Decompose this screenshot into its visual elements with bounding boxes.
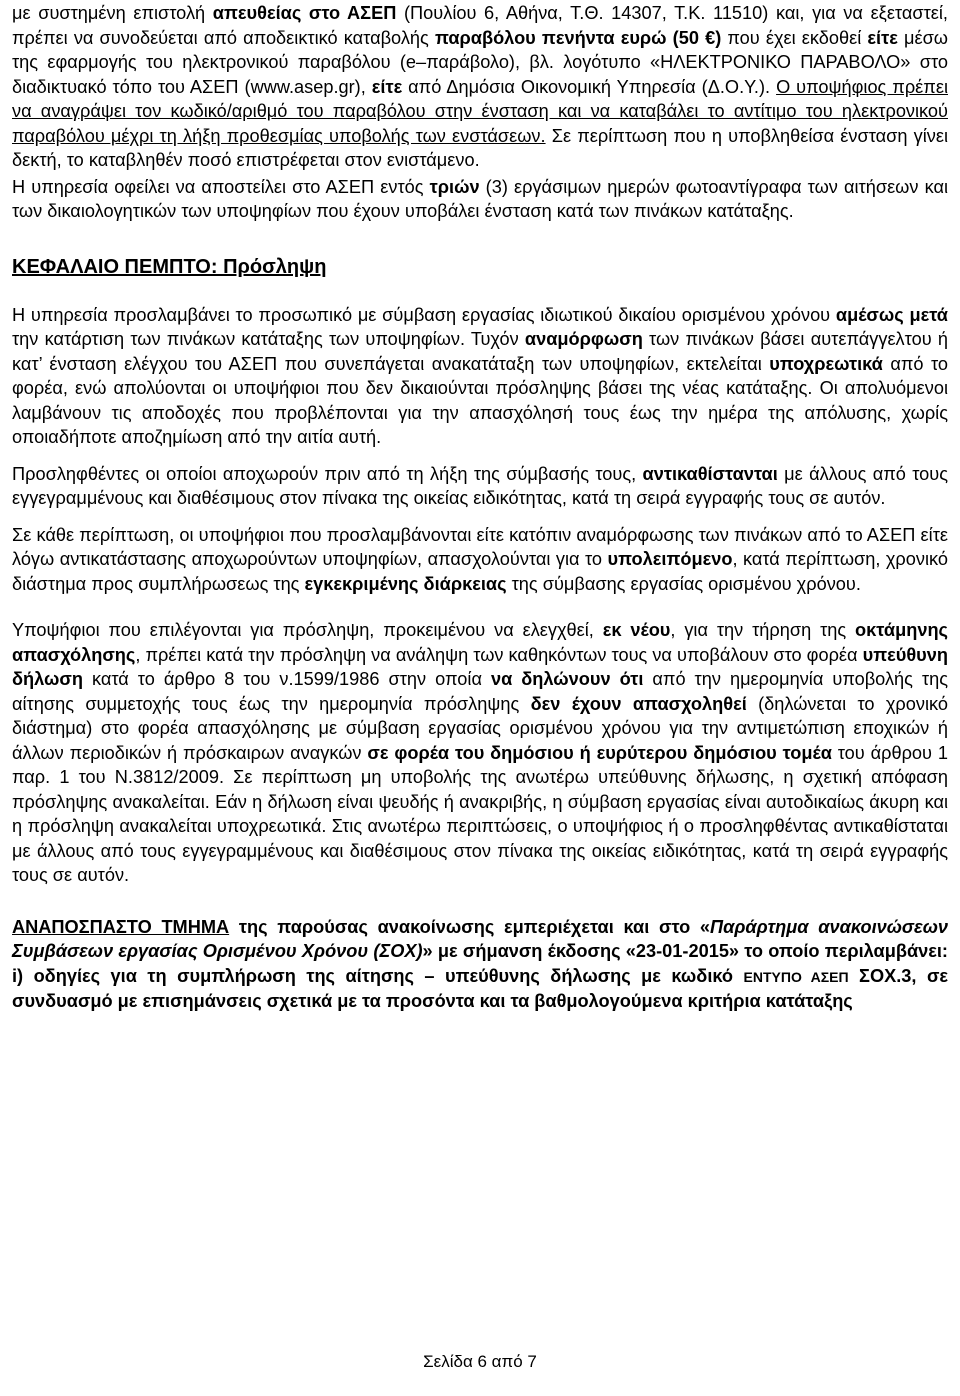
text-run-bold: δεν έχουν απασχοληθεί [530, 693, 747, 714]
text-run: την κατάρτιση των πινάκων κατάταξης των υποψηφίων. Τυχόν [12, 329, 525, 349]
text-run-bold: αντικαθίστανται [642, 463, 778, 484]
text-run-bold: υπολειπόμενο [607, 549, 733, 569]
text-run: Υποψήφιοι που επιλέγονται για πρόσληψη, προκειμένου να ελεγχθεί, [12, 620, 603, 640]
declaration-paragraph [12, 618, 948, 888]
text-run: » με σήμανση έκδοσης «23-01-2015» το οποίο περιλαμβάνει: i) οδηγίες για τη συμπλήρωση της αίτησης – υπεύθυνης δήλωσης με κωδικό [12, 941, 948, 986]
text-run-bold: υποχρεωτικά [769, 353, 883, 374]
text-run: από το φορέα, ενώ απολύονται οι υποψήφιοι που δεν δικαιούνται πρόσληψης βάσει της νέας κατάταξης. Οι απολυόμενοι λαμβάνουν τις αποδοχές που προβλέπονται για την απασχόλησή τους έως την ημέρα της απόλυσης, χωρίς οποιαδήποτε αποζημίωση από την αιτία αυτή. [12, 353, 949, 447]
text-run-bold: σε φορέα του δημόσιου ή ευρύτερου δημόσιου τομέα [367, 742, 832, 763]
text-run-underlined: Ο υποψήφιος πρέπει να αναγράψει τον κωδικό/αριθμό του παραβόλου στην ένσταση και να καταβάλει το αντίτιμο του ηλεκτρονικού παραβόλου μέχρι τη λήξη προθεσμίας υποβολής των ενστάσεων. [12, 76, 948, 146]
service-paragraph [12, 175, 948, 224]
text-run-bold: είτε [371, 76, 403, 97]
text-run-underlined: ΑΝΑΠΟΣΠΑΣΤΟ ΤΜΗΜΑ [12, 916, 230, 937]
text-run: (Πουλίου 6, Αθήνα, Τ.Θ. 14307, Τ.Κ. 11510) και, για να εξεταστεί, πρέπει να συνοδεύεται από αποδεικτικό καταβολής [12, 3, 948, 48]
text-run: (3) εργάσιμων ημερών φωτοαντίγραφα των αιτήσεων και των δικαιολογητικών των υποψηφίων που έχουν υποβάλει ένσταση κατά των πινάκων κατάταξης. [12, 176, 949, 221]
text-run-bold: είτε [867, 27, 898, 48]
text-run: μέσω της εφαρμογής του ηλεκτρονικού παραβόλου (e–παράβολο), βλ. λογότυπο «ΗΛΕΚΤΡΟΝΙΚΟ ΠΑΡΑΒΟΛΟ» στο διαδικτυακό τόπο του ΑΣΕΠ (www.asep.gr), [12, 27, 948, 97]
text-run: κατά το άρθρο 8 του ν.1599/1986 στην οποία [82, 669, 491, 689]
text-run: του άρθρου 1 παρ. 1 του Ν.3812/2009. Σε περίπτωση μη υποβολής της ανωτέρω υπεύθυνης δήλωσης, η σχετική απόφαση πρόσληψης ανακαλείται. Εάν η δήλωση είναι ψευδής ή ανακριβής, η σύμβαση εργασίας είναι αυτοδικαίως άκυρη και η πρόσληψη ανακαλείται υποχρεωτικά. Στις ανωτέρω περιπτώσεις, ο υποψήφιος ή ο προσληφθέντας αντικαθίσταται με άλλους από τους εγγεγραμμένους και διαθέσιμους στον πίνακα της οικείας ειδικότητας, κατά τη σειρά εγγραφής τους σε αυτόν. [12, 742, 948, 885]
text-run: των πινάκων βάσει αυτεπάγγελτου ή κατ’ ένσταση ελέγχου του ΑΣΕΠ που συνεπάγεται ανακατάταξη των υποψηφίων, εκτελείται [12, 329, 948, 374]
hire-paragraph [12, 303, 948, 450]
chapter-heading: ΚΕΦΑΛΑΙΟ ΠΕΜΠΤΟ: Πρόσληψη [12, 255, 327, 278]
text-run-bold: απευθείας στο ΑΣΕΠ [212, 3, 397, 23]
text-run: (δηλώνεται το χρονικό διάστημα) στο φορέα απασχόλησης με σύμβαση εργασίας ορισμένου χρόνου για την αντιμετώπιση εποχικών ή άλλων περιοδικών ή πρόσκαιρων αναγκών [12, 693, 948, 763]
text-run-bold: υπεύθυνη δήλωση [12, 644, 948, 689]
text-run-bold: να δηλώνουν ότι [490, 669, 644, 689]
intro-paragraph [12, 1, 948, 173]
text-run-bold: αναμόρφωση [524, 329, 643, 349]
annex-paragraph [12, 915, 948, 1014]
text-run-bold: εγκεκριμένης διάρκειας [304, 573, 507, 594]
replace-paragraph [12, 462, 948, 511]
text-run: της παρούσας ανακοίνωσης εμπεριέχεται και στο « [229, 916, 711, 937]
text-run: με συστημένη επιστολή [12, 3, 213, 23]
text-run-bold: εκ νέου [602, 620, 671, 640]
text-run: ΣΟΧ.3, σε συνδυασμό με επισημάνσεις σχετικά με τα προσόντα και τα βαθμολογούμενα κριτήρια κατάταξης [12, 965, 949, 1011]
text-run-bold: οκτάμηνης απασχόλησης [12, 620, 949, 665]
text-run: από την ημερομηνία υποβολής της αίτησης συμμετοχής τους έως την ημερομηνία πρόσληψης [12, 669, 948, 714]
text-run: της σύμβασης εργασίας ορισμένου χρόνου. [506, 573, 861, 594]
text-run: από Δημόσια Οικονομική Υπηρεσία (Δ.Ο.Υ.). [402, 76, 777, 97]
text-run: Η υπηρεσία οφείλει να αποστείλει στο ΑΣΕΠ εντός [12, 176, 430, 197]
text-run: , για την τήρηση της [670, 620, 856, 640]
text-run: , πρέπει κατά την πρόσληψη να ανάληψη των καθηκόντων τους να υποβάλουν στο φορέα [135, 644, 863, 665]
text-run: με άλλους από τους εγγεγραμμένους και διαθέσιμους στον πίνακα της οικείας ειδικότητας, κατά τη σειρά εγγραφής τους σε αυτόν. [12, 463, 949, 508]
text-run: που έχει εκδοθεί [721, 27, 868, 48]
text-run: Σε περίπτωση που η υποβληθείσα ένσταση γίνει δεκτή, το καταβληθέν ποσό επιστρέφεται στον ενιστάμενο. [12, 125, 948, 170]
text-run: , κατά περίπτωση, χρονικό διάστημα προς συμπλήρωσεως της [12, 549, 949, 594]
text-run-small: ΕΝΤΥΠΟ ΑΣΕΠ [743, 968, 849, 985]
text-run-bold: παραβόλου πενήντα ευρώ (50 €) [434, 27, 722, 48]
text-run-bold: τριών [429, 176, 480, 197]
text-run: Προσληφθέντες οι οποίοι αποχωρούν πριν από τη λήξη της σύμβασής τους, [12, 463, 643, 484]
each-case-paragraph [12, 523, 948, 597]
text-run-bold: αμέσως μετά [835, 304, 948, 325]
page-footer: Σελίδα 6 από 7 [423, 1352, 537, 1371]
text-run-italic: Παράρτημα ανακοινώσεων Συμβάσεων εργασίας Ορισμένου Χρόνου (ΣΟΧ) [12, 916, 948, 961]
text-run: Σε κάθε περίπτωση, οι υποψήφιοι που προσλαμβάνονται είτε κατόπιν αναμόρφωσης των πινάκων από το ΑΣΕΠ είτε λόγω αντικατάστασης αποχωρούντων υποψηφίων, απασχολούνται για το [12, 524, 948, 569]
text-run: Η υπηρεσία προσλαμβάνει το προσωπικό με σύμβαση εργασίας ιδιωτικού δικαίου ορισμένου χρόνου [12, 304, 836, 325]
document-page [12, 0, 948, 1014]
